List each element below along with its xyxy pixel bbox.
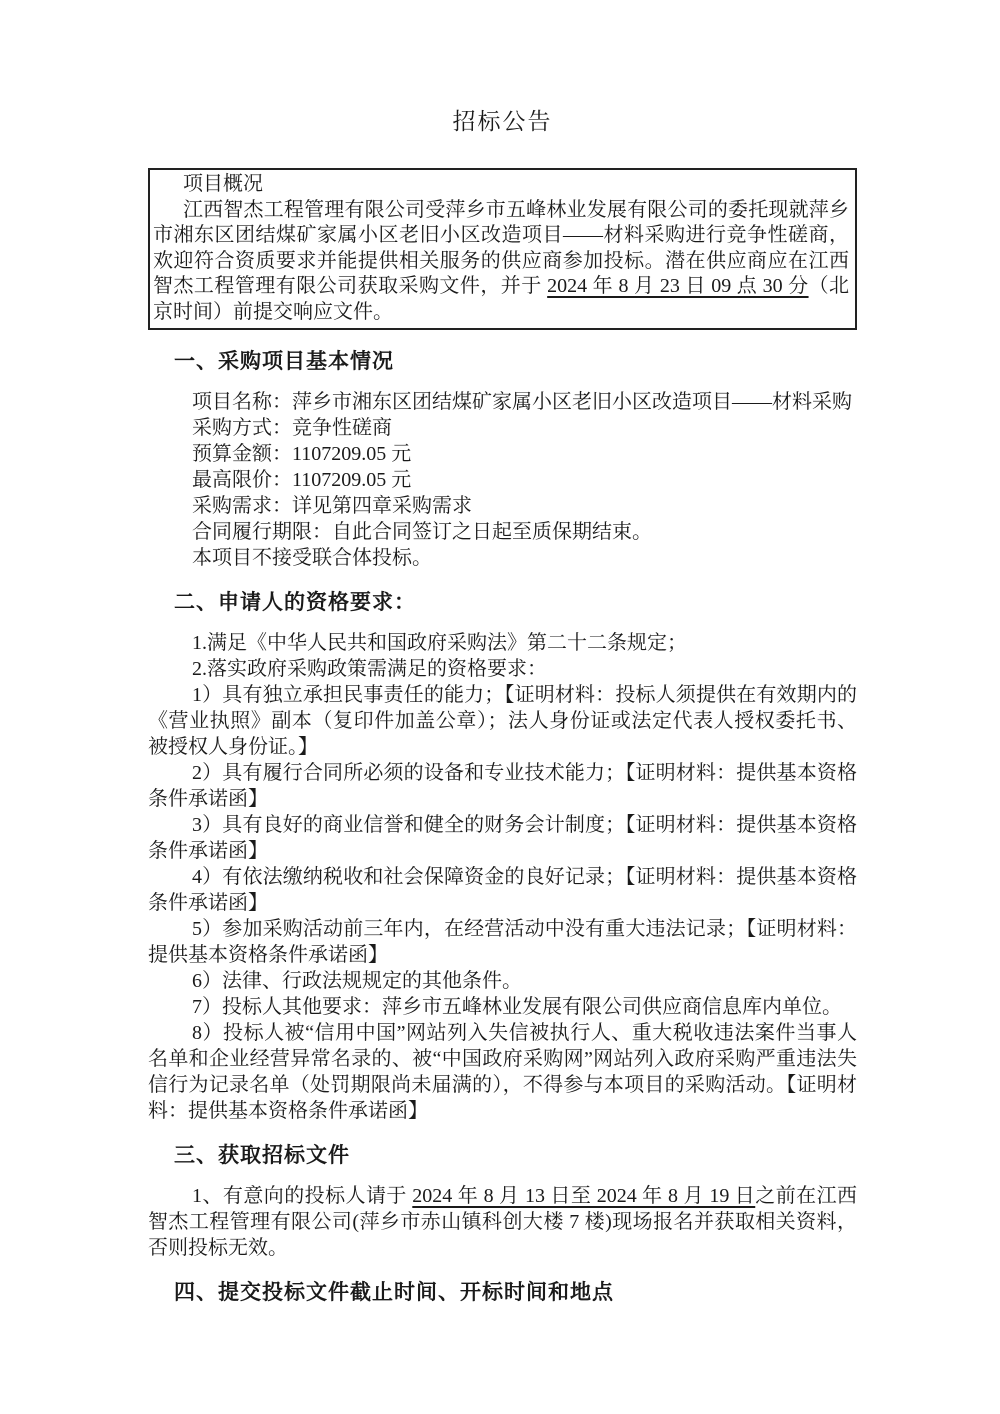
overview-paragraph [153, 198, 849, 326]
project-overview-box [148, 168, 857, 330]
overview-text-pre: 江西智杰工程管理有限公司受萍乡市五峰林业发展有限公司的委托现就萍乡市湘东区团结煤矿家属小区老旧小区改造项目——材料采购进行竞争性磋商，欢迎符合资质要求并能提供相关服务的供应商参加投标。潜在供应商应在江西智杰工程管理有限公司获取采购文件，并于 [153, 198, 849, 297]
detail-line-project-name: 项目名称：萍乡市湘东区团结煤矿家属小区老旧小区改造项目——材料采购 [192, 391, 852, 413]
registration-date-range: 2024 年 8 月 13 日至 2024 年 8 月 19 日 [412, 1185, 756, 1207]
qualification-item-2-3: 3）具有良好的商业信誉和健全的财务会计制度；【证明材料：提供基本资格条件承诺函】 [148, 814, 857, 862]
detail-line-budget: 预算金额：1107209.05 元 [192, 443, 412, 465]
overview-text-post: （北京时间）前提交响应文件。 [153, 275, 850, 323]
section-basic-info-heading: 一、采购项目基本情况 [174, 349, 394, 373]
detail-line-procurement-method: 采购方式：竞争性磋商 [192, 417, 392, 439]
submission-deadline: 2024 年 8 月 23 日 09 点 30 分 [547, 275, 809, 297]
section-obtain-documents-heading: 三、获取招标文件 [174, 1143, 350, 1167]
qualification-item-2: 2.落实政府采购政策需满足的资格要求： [192, 658, 547, 680]
qualification-item-2-7: 7）投标人其他要求：萍乡市五峰林业发展有限公司供应商信息库内单位。 [192, 996, 842, 1018]
obtain-text-post: 之前在江西智杰工程管理有限公司(萍乡市赤山镇科创大楼 7 楼)现场报名并获取相关资料，否则投标无效。 [148, 1185, 858, 1259]
qualification-item-2-5: 5）参加采购活动前三年内，在经营活动中没有重大违法记录；【证明材料：提供基本资格条件承诺函】 [148, 918, 857, 966]
qualification-item-2-8: 8）投标人被“信用中国”网站列入失信被执行人、重大税收违法案件当事人名单和企业经营异常名录的、被“中国政府采购网”网站列入政府采购严重违法失信行为记录名单（处罚期限尚未届满的），不得参与本项目的采购活动。【证明材料：提供基本资格条件承诺函】 [148, 1022, 857, 1122]
detail-line-requirements: 采购需求：详见第四章采购需求 [192, 495, 472, 517]
section-qualification-heading: 二、申请人的资格要求： [174, 590, 416, 614]
obtain-documents-paragraph [148, 1183, 857, 1261]
detail-line-contract-period: 合同履行期限：自此合同签订之日起至质保期结束。 [192, 521, 652, 543]
qualification-item-2-6: 6）法律、行政法规规定的其他条件。 [192, 970, 522, 992]
detail-line-price-cap: 最高限价：1107209.05 元 [192, 469, 412, 491]
obtain-text-pre: 1、有意向的投标人请于 [192, 1185, 413, 1207]
qualification-item-2-2: 2）具有履行合同所必须的设备和专业技术能力；【证明材料：提供基本资格条件承诺函】 [148, 762, 857, 810]
qualification-item-2-4: 4）有依法缴纳税收和社会保障资金的良好记录；【证明材料：提供基本资格条件承诺函】 [148, 866, 857, 914]
detail-line-no-consortium: 本项目不接受联合体投标。 [192, 547, 432, 569]
overview-heading: 项目概况 [183, 173, 263, 195]
qualification-item-1: 1.满足《中华人民共和国政府采购法》第二十二条规定； [192, 632, 687, 654]
page-title: 招标公告 [452, 109, 553, 134]
qualification-item-2-1: 1）具有独立承担民事责任的能力；【证明材料：投标人须提供在有效期内的《营业执照》副本（复印件加盖公章）；法人身份证或法定代表人授权委托书、被授权人身份证。】 [148, 684, 857, 758]
section-deadline-heading: 四、提交投标文件截止时间、开标时间和地点 [174, 1280, 614, 1304]
